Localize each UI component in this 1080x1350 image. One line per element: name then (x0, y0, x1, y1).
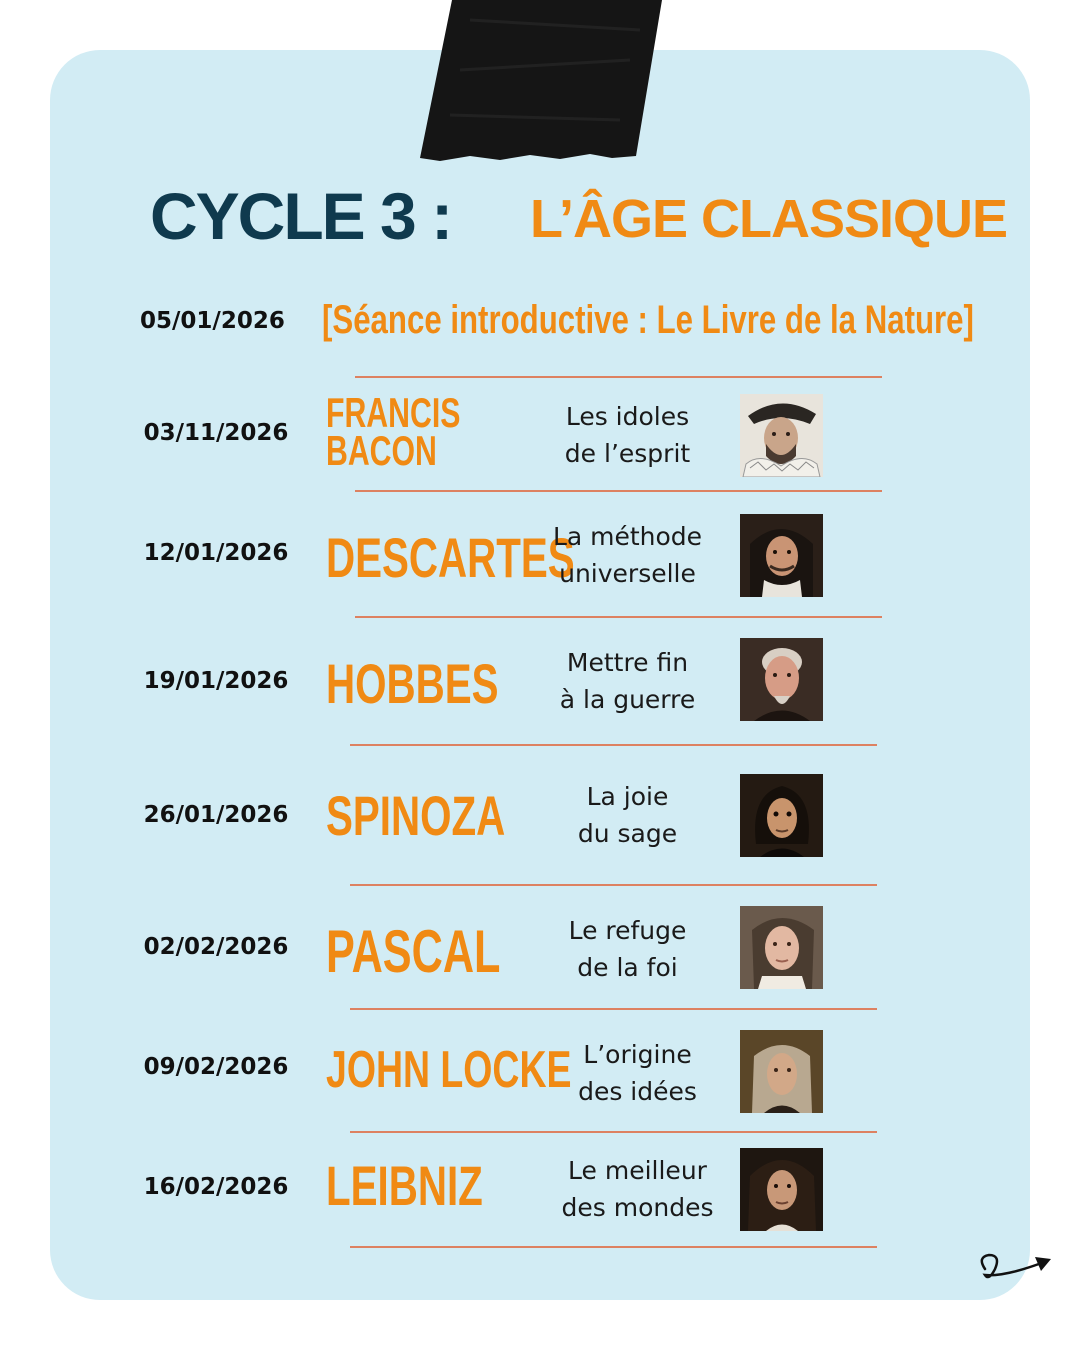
pascal-portrait (740, 906, 823, 989)
philosopher-name: FRANCIS BACON (326, 389, 461, 474)
separator-line (355, 616, 882, 618)
title-subtitle: L’ÂGE CLASSIQUE (530, 189, 1008, 249)
separator-line (350, 744, 877, 746)
session-date: 26/01/2026 (143, 802, 289, 828)
philosopher-name: JOHN LOCKE (326, 1041, 572, 1099)
philosopher-name: HOBBES (326, 652, 499, 715)
session-topic: Le refuge de la foi (568, 916, 687, 982)
session-topic: La joie du sage (577, 782, 678, 848)
separator-line (350, 884, 877, 886)
separator-line (350, 1008, 877, 1010)
title-cycle: CYCLE 3 : (150, 179, 452, 253)
philosopher-name: PASCAL (326, 918, 501, 985)
descartes-portrait (740, 514, 823, 597)
leibniz-portrait (740, 1148, 823, 1231)
session-row-locke (0, 1028, 1080, 1118)
session-row-bacon (0, 390, 1080, 480)
session-date: 12/01/2026 (143, 540, 289, 566)
philosopher-name: SPINOZA (326, 784, 506, 847)
philosopher-name: LEIBNIZ (326, 1154, 483, 1217)
next-arrow-icon[interactable] (975, 1247, 1060, 1292)
hobbes-portrait (740, 638, 823, 721)
session-date: 03/11/2026 (143, 420, 289, 446)
session-date: 09/02/2026 (143, 1054, 289, 1080)
session-topic: Mettre fin à la guerre (559, 648, 696, 714)
session-row-descartes (0, 510, 1080, 600)
intro-date: 05/01/2026 (140, 308, 285, 334)
separator-line (355, 376, 882, 378)
session-date: 19/01/2026 (143, 668, 289, 694)
session-row-pascal (0, 904, 1080, 994)
separator-line (350, 1246, 877, 1248)
intro-text: [Séance introductive : Le Livre de la Nature] (322, 298, 974, 342)
separator-line (350, 1131, 877, 1133)
spinoza-portrait (740, 774, 823, 857)
separator-line (355, 490, 882, 492)
session-topic: L’origine des idées (578, 1040, 697, 1106)
session-row-leibniz (0, 1146, 1080, 1236)
francis-bacon-portrait (740, 394, 823, 477)
session-row-spinoza (0, 772, 1080, 862)
locke-portrait (740, 1030, 823, 1113)
session-topic: La méthode universelle (552, 522, 703, 588)
session-topic: Les idoles de l’esprit (564, 402, 691, 468)
philosopher-name: DESCARTES (326, 526, 575, 589)
session-row-hobbes (0, 636, 1080, 726)
session-date: 02/02/2026 (143, 934, 289, 960)
session-topic: Le meilleur des mondes (561, 1156, 714, 1222)
page-title (0, 178, 1080, 258)
session-date: 16/02/2026 (143, 1174, 289, 1200)
